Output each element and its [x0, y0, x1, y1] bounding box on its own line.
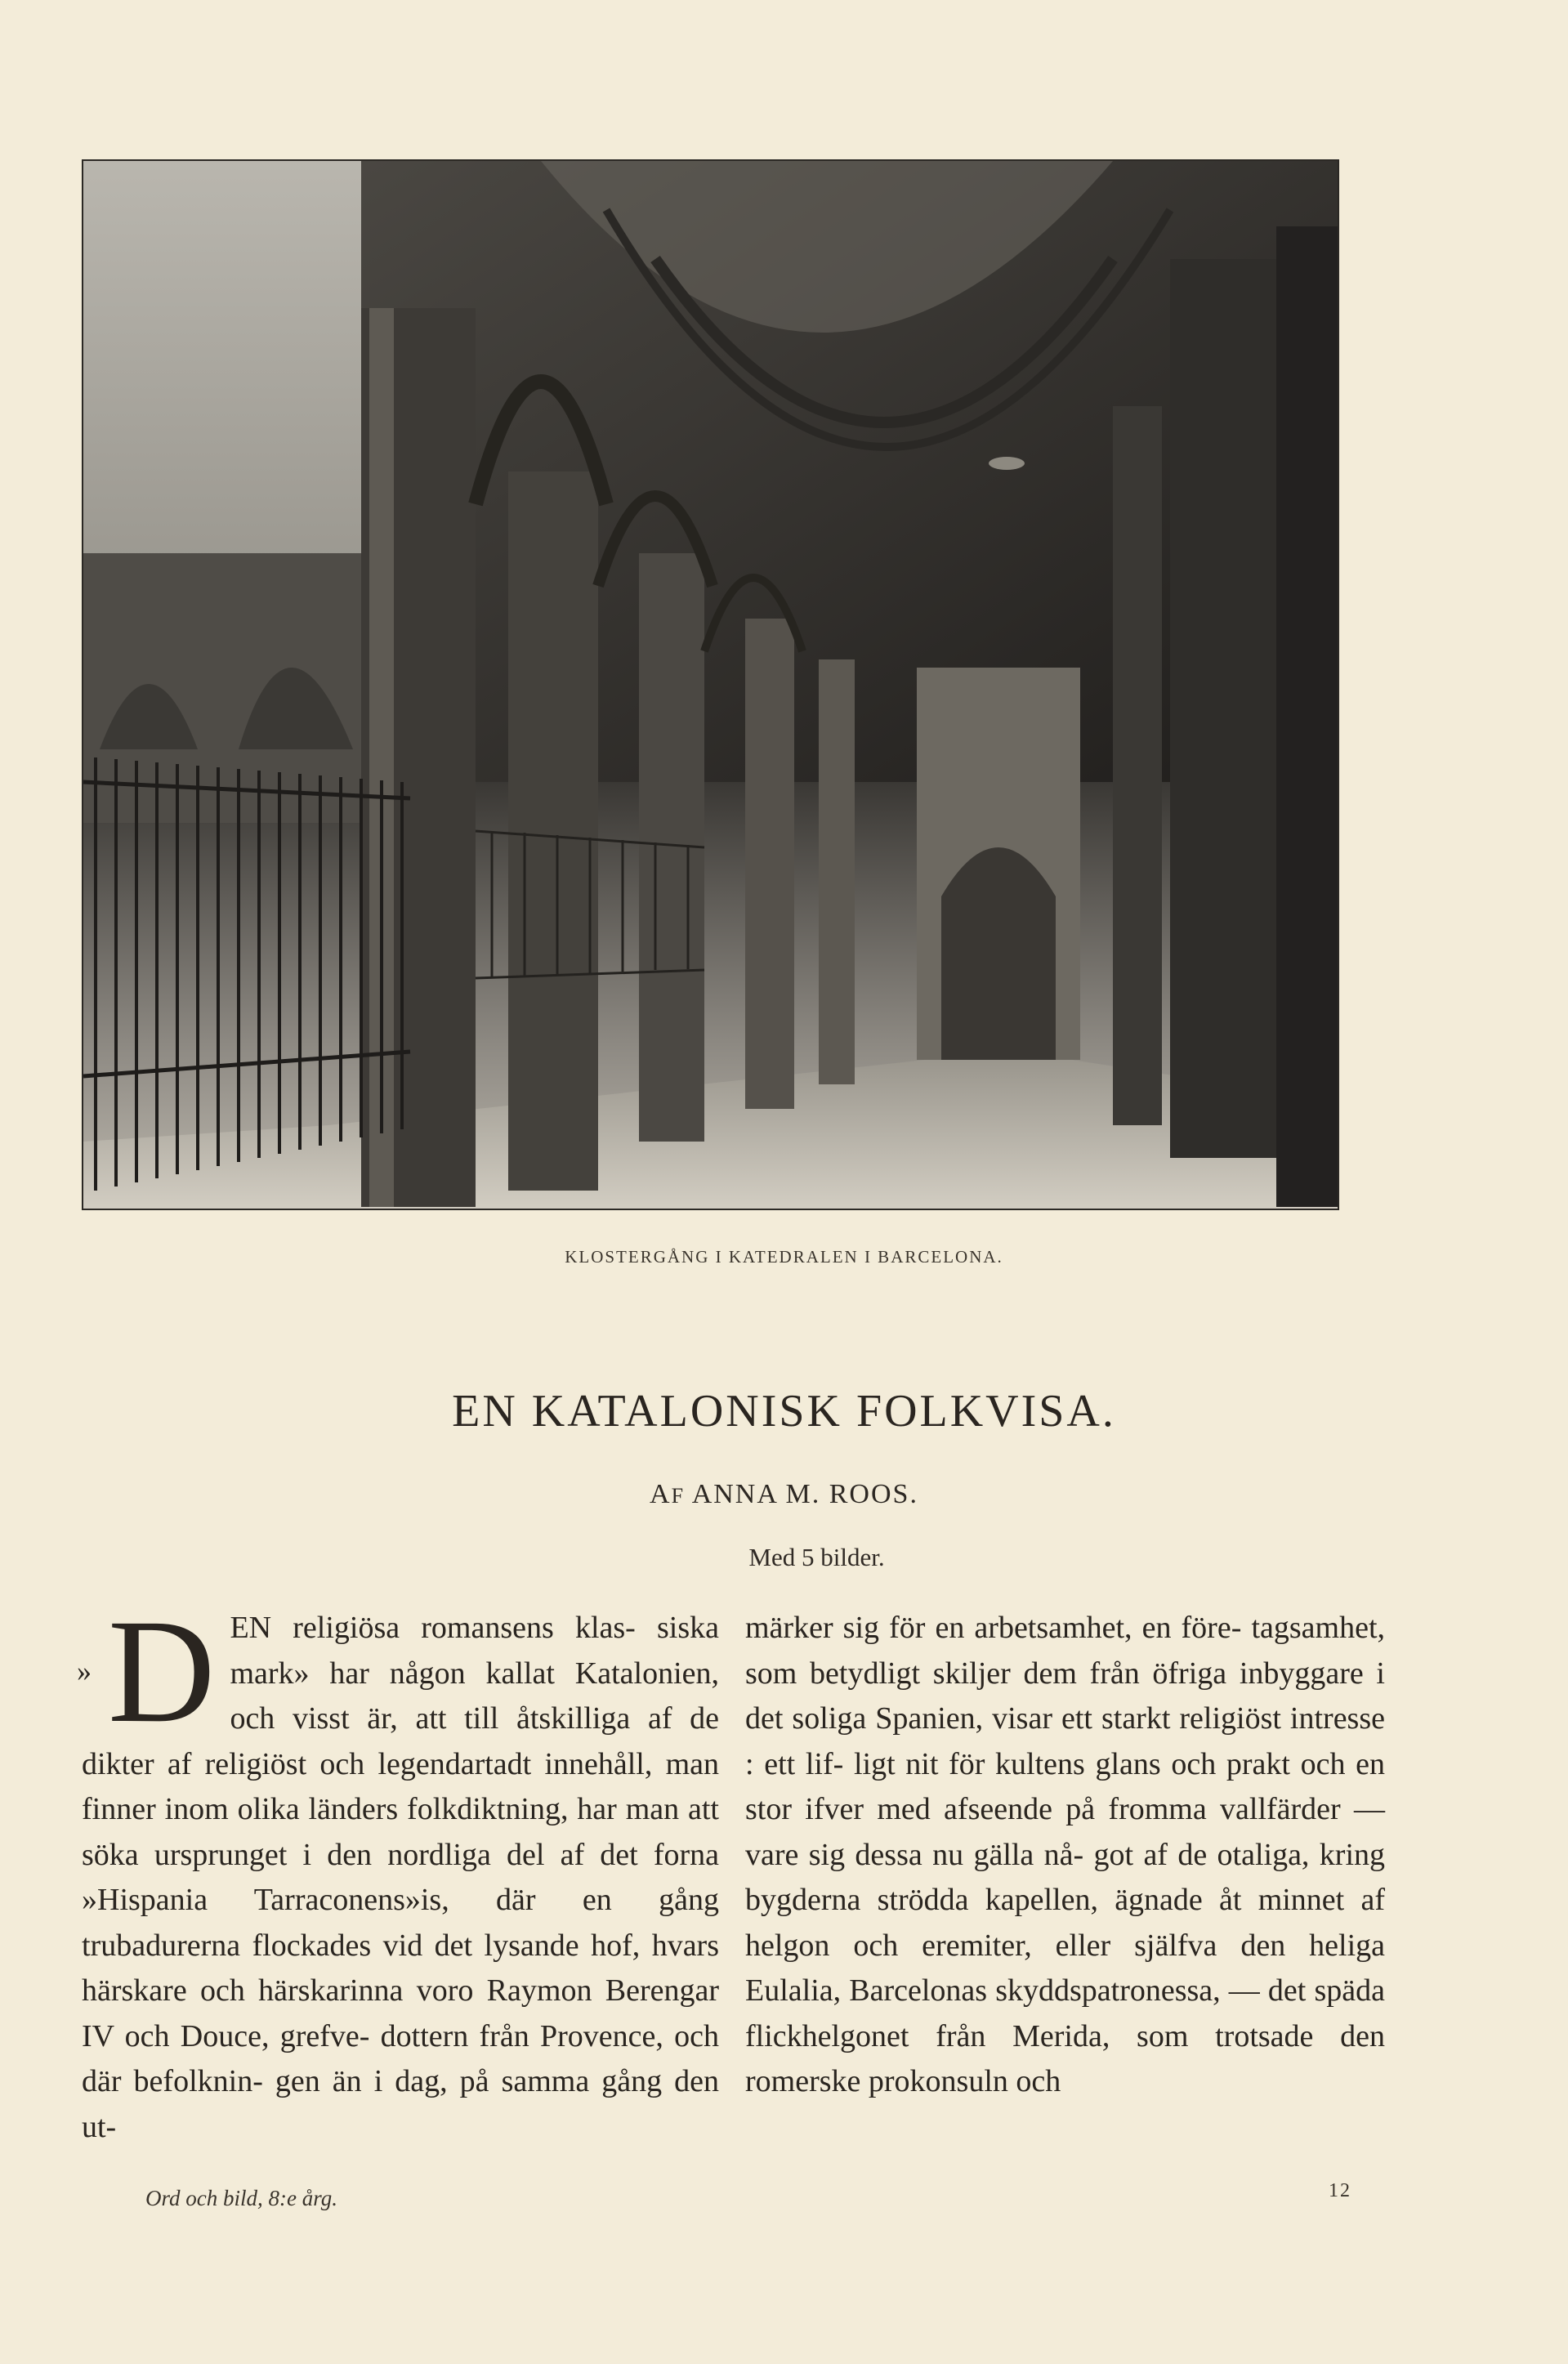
author-name: ANNA M. ROOS. [691, 1479, 918, 1509]
text-line: märker sig för en arbetsamhet, en före- [745, 1611, 1242, 1645]
text-line: legendartadt innehåll, man finner inom [82, 1746, 719, 1826]
article-title: EN KATALONISK FOLKVISA. [452, 1386, 1116, 1437]
author-prefix-first: A [650, 1479, 672, 1509]
text-line: gen än i dag, på samma gång den ut- [82, 2064, 720, 2144]
article-author [0, 1479, 1568, 1510]
text-line: åtskilliga af de dikter af religiöst och [82, 1701, 719, 1781]
text-line: Eulalia, Barcelonas skyddspatronessa, — [745, 1973, 1268, 2008]
text-line: siska mark» har någon kallat [230, 1611, 720, 1691]
drop-cap [77, 1589, 216, 1754]
text-line: Raymon Berengar IV och Douce, grefve- [82, 1973, 719, 2053]
journal-footer: Ord och bild, 8:e årg. [145, 2186, 337, 2210]
text-line: dottern från Provence, och där befolknin- [82, 2018, 719, 2098]
photo-caption: KLOSTERGÅNG I KATEDRALEN I BARCELONA. [565, 1247, 1003, 1267]
images-note: Med 5 bilder. [748, 1543, 885, 1571]
text-line: ursprunget i den nordliga del af det forna [154, 1837, 720, 1872]
text-line: trotsade den romerske prokonsuln och [745, 2018, 1385, 2098]
text-line: »Hispania Tarraconens»is, där en gång [82, 1883, 719, 1917]
author-prefix-rest: F [671, 1484, 686, 1508]
text-column-left [77, 1589, 720, 2150]
text-line: EN religiösa romansens klas- [230, 1611, 636, 1645]
text-line: och eremiter, eller själfva den heliga [853, 1928, 1385, 1963]
text-line: tagsamhet, som betydligt skiljer dem från [745, 1611, 1385, 1691]
drop-cap-quote: » [77, 1655, 92, 1687]
signature-mark: 12 [1329, 2180, 1351, 2201]
text-line: got af de otaliga, kring bygderna strödda [745, 1837, 1385, 1917]
cloister-photo-illustration [83, 161, 1338, 1209]
drop-cap-letter: D [108, 1589, 216, 1754]
text-line: det späda flickhelgonet från Merida, som [745, 1973, 1385, 2053]
text-line: visar ett starkt religiöst intresse : ett lif- [745, 1701, 1386, 1781]
text-line: Katalonien, och visst är, att till [230, 1656, 719, 1736]
text-line: hof, hvars härskare och härskarinna voro [82, 1928, 719, 2008]
text-line: trubadurerna flockades vid det lysande [82, 1928, 592, 1963]
text-column-right [745, 1606, 1385, 2105]
text-line: kapellen, ägnade åt minnet af helgon [745, 1883, 1385, 1963]
text-line: olika länders folkdiktning, har man att söka [82, 1792, 719, 1872]
cloister-photograph [82, 159, 1339, 1210]
text-line: vallfärder — vare sig dessa nu gälla nå- [745, 1792, 1385, 1872]
text-line: öfriga inbyggare i det soliga Spanien, [745, 1656, 1385, 1736]
text-line: en stor ifver med afseende på fromma [745, 1746, 1386, 1826]
text-line: ligt nit för kultens glans och prakt och [853, 1746, 1356, 1781]
